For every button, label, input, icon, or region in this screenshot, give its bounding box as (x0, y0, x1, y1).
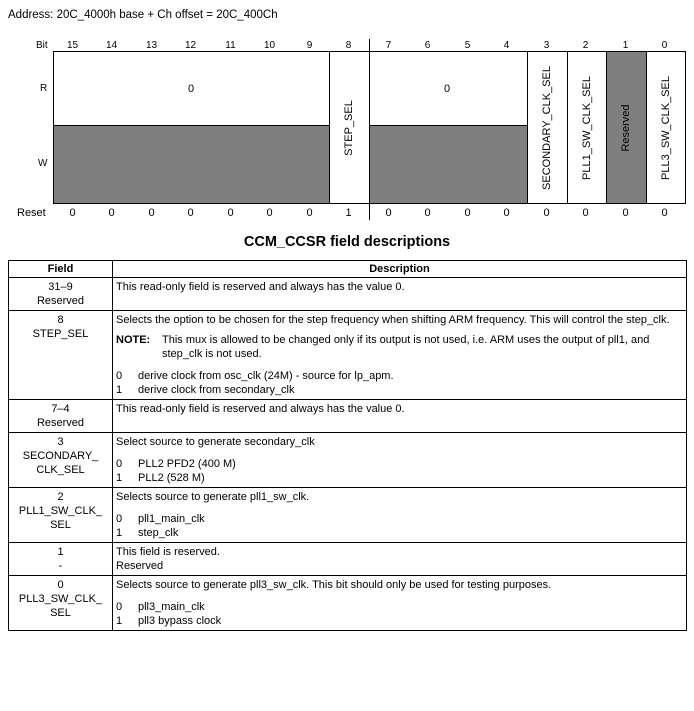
reset-value: 0 (108, 207, 115, 219)
note-block (116, 333, 683, 361)
reset-row-label: Reset (17, 207, 46, 219)
description-column-header: Description (113, 261, 687, 278)
description-text: Selects the option to be chosen for the step frequency when shifting ARM frequency. This will control the step_clk. (116, 314, 670, 326)
field-bits: 1 (57, 546, 64, 558)
description-text-2: Reserved (116, 560, 164, 572)
field-cell (9, 311, 113, 400)
reset-value: 0 (266, 207, 273, 219)
note-label: NOTE: (116, 334, 151, 346)
table-row (9, 311, 687, 400)
write-row-label: W (38, 158, 48, 169)
field-name: - (58, 560, 63, 572)
option-row (116, 600, 683, 614)
reset-value: 0 (148, 207, 155, 219)
option-text: pll3 bypass clock (138, 615, 222, 627)
step-sel-field-label: STEP_SEL (343, 100, 355, 156)
reset-value: 0 (543, 207, 550, 219)
option-value: 1 (116, 472, 123, 484)
bit-number: 4 (503, 40, 510, 51)
bit-number: 13 (145, 40, 158, 51)
table-row (9, 488, 687, 543)
option-row (116, 512, 683, 526)
field-name: STEP_SEL (32, 328, 89, 340)
table-header-row (9, 261, 687, 278)
description-cell (113, 278, 687, 311)
option-text: pll3_main_clk (138, 601, 205, 613)
option-value: 1 (116, 615, 123, 627)
field-cell (9, 433, 113, 488)
field-bits: 31–9 (48, 281, 73, 293)
bit-number: 11 (225, 40, 236, 51)
description-cell (113, 488, 687, 543)
option-row (116, 471, 683, 485)
field-cell (9, 576, 113, 631)
table-row (9, 278, 687, 311)
secondary-clk-sel-field-label: SECONDARY_CLK_SEL (541, 66, 553, 190)
bit-number: 3 (543, 40, 550, 51)
bit-label: Bit (36, 40, 48, 51)
read-value-upper: 0 (188, 83, 195, 95)
bit-number: 1 (622, 40, 629, 51)
field-bits: 3 (57, 436, 64, 448)
option-value: 1 (116, 527, 123, 539)
description-cell (113, 311, 687, 400)
field-column-header: Field (9, 261, 113, 278)
option-row (116, 614, 683, 628)
field-name-cont: SEL (50, 607, 71, 619)
option-value: 1 (116, 384, 123, 396)
description-text: Selects source to generate pll3_sw_clk. This bit should only be used for testing purposes. (116, 579, 552, 591)
field-bits: 8 (57, 314, 64, 326)
pll3-sw-clk-sel-field-label: PLL3_SW_CLK_SEL (660, 76, 672, 180)
reset-value: 0 (424, 207, 431, 219)
option-row (116, 383, 683, 397)
description-text: Select source to generate secondary_clk (116, 436, 315, 448)
reset-value: 0 (582, 207, 589, 219)
reset-value: 0 (661, 207, 668, 219)
field-bits: 0 (57, 579, 64, 591)
bit-number: 2 (582, 40, 589, 51)
description-cell (113, 400, 687, 433)
reset-value: 0 (622, 207, 629, 219)
field-bits: 2 (57, 491, 64, 503)
bit-number: 5 (464, 40, 471, 51)
field-name: Reserved (36, 417, 85, 429)
register-address: Address: 20C_4000h base + Ch offset = 20C_400Ch (8, 9, 278, 21)
description-text: This read-only field is reserved and always has the value 0. (116, 281, 405, 293)
bit-number: 7 (385, 40, 392, 51)
option-text: PLL2 (528 M) (138, 472, 205, 484)
reserved-bit-field-label: Reserved (620, 104, 632, 152)
reset-value: 0 (464, 207, 471, 219)
field-name-cont: CLK_SEL (36, 464, 85, 476)
field-descriptions-table (8, 260, 687, 631)
field-name: Reserved (36, 295, 85, 307)
option-row (116, 369, 683, 383)
reset-value: 0 (227, 207, 234, 219)
option-row (116, 457, 683, 471)
option-text: step_clk (138, 527, 179, 539)
description-cell (113, 433, 687, 488)
reset-value: 0 (187, 207, 194, 219)
option-text: derive clock from osc_clk (24M) - source for lp_apm. (138, 370, 394, 382)
field-cell (9, 278, 113, 311)
bit-number: 10 (263, 40, 276, 51)
bit-number: 9 (306, 40, 313, 51)
reset-value: 0 (503, 207, 510, 219)
field-name-cont: SEL (50, 519, 71, 531)
field-name: PLL3_SW_CLK_ (18, 593, 103, 605)
description-cell (113, 543, 687, 576)
description-text: This field is reserved. (116, 546, 220, 558)
reserved-write-cell-mid (369, 125, 528, 204)
field-bits: 7–4 (51, 403, 70, 415)
description-text: This read-only field is reserved and always has the value 0. (116, 403, 405, 415)
option-row (116, 526, 683, 540)
reset-value: 0 (69, 207, 76, 219)
description-cell (113, 576, 687, 631)
pll1-sw-clk-sel-field-label: PLL1_SW_CLK_SEL (581, 76, 593, 180)
bit-number: 8 (345, 40, 352, 51)
note-text: This mux is allowed to be changed only if its output is not used, i.e. ARM uses the output of pll1, and step_clk is not used. (162, 334, 650, 360)
table-title: CCM_CCSR field descriptions (243, 234, 451, 250)
option-value: 0 (116, 601, 123, 613)
option-text: derive clock from secondary_clk (138, 384, 295, 396)
table-row (9, 433, 687, 488)
field-name: PLL1_SW_CLK_ (18, 505, 103, 517)
field-cell (9, 543, 113, 576)
option-text: PLL2 PFD2 (400 M) (138, 458, 236, 470)
table-row (9, 576, 687, 631)
field-name: SECONDARY_ (22, 450, 99, 462)
table-row (9, 543, 687, 576)
option-value: 0 (116, 513, 123, 525)
bit-number: 14 (105, 40, 118, 51)
description-text: Selects source to generate pll1_sw_clk. (116, 491, 310, 503)
reset-value: 0 (306, 207, 313, 219)
bit-number: 6 (424, 40, 431, 51)
read-row-label: R (40, 83, 48, 94)
read-value-mid: 0 (444, 83, 451, 95)
reset-value: 1 (345, 207, 352, 219)
field-cell (9, 400, 113, 433)
table-row (9, 400, 687, 433)
bit-number: 12 (184, 40, 197, 51)
option-text: pll1_main_clk (138, 513, 205, 525)
field-cell (9, 488, 113, 543)
bit-number: 15 (66, 40, 79, 51)
bit-number: 0 (661, 40, 668, 51)
reset-value: 0 (385, 207, 392, 219)
option-value: 0 (116, 458, 123, 470)
option-value: 0 (116, 370, 123, 382)
reserved-write-cell-upper (53, 125, 330, 204)
